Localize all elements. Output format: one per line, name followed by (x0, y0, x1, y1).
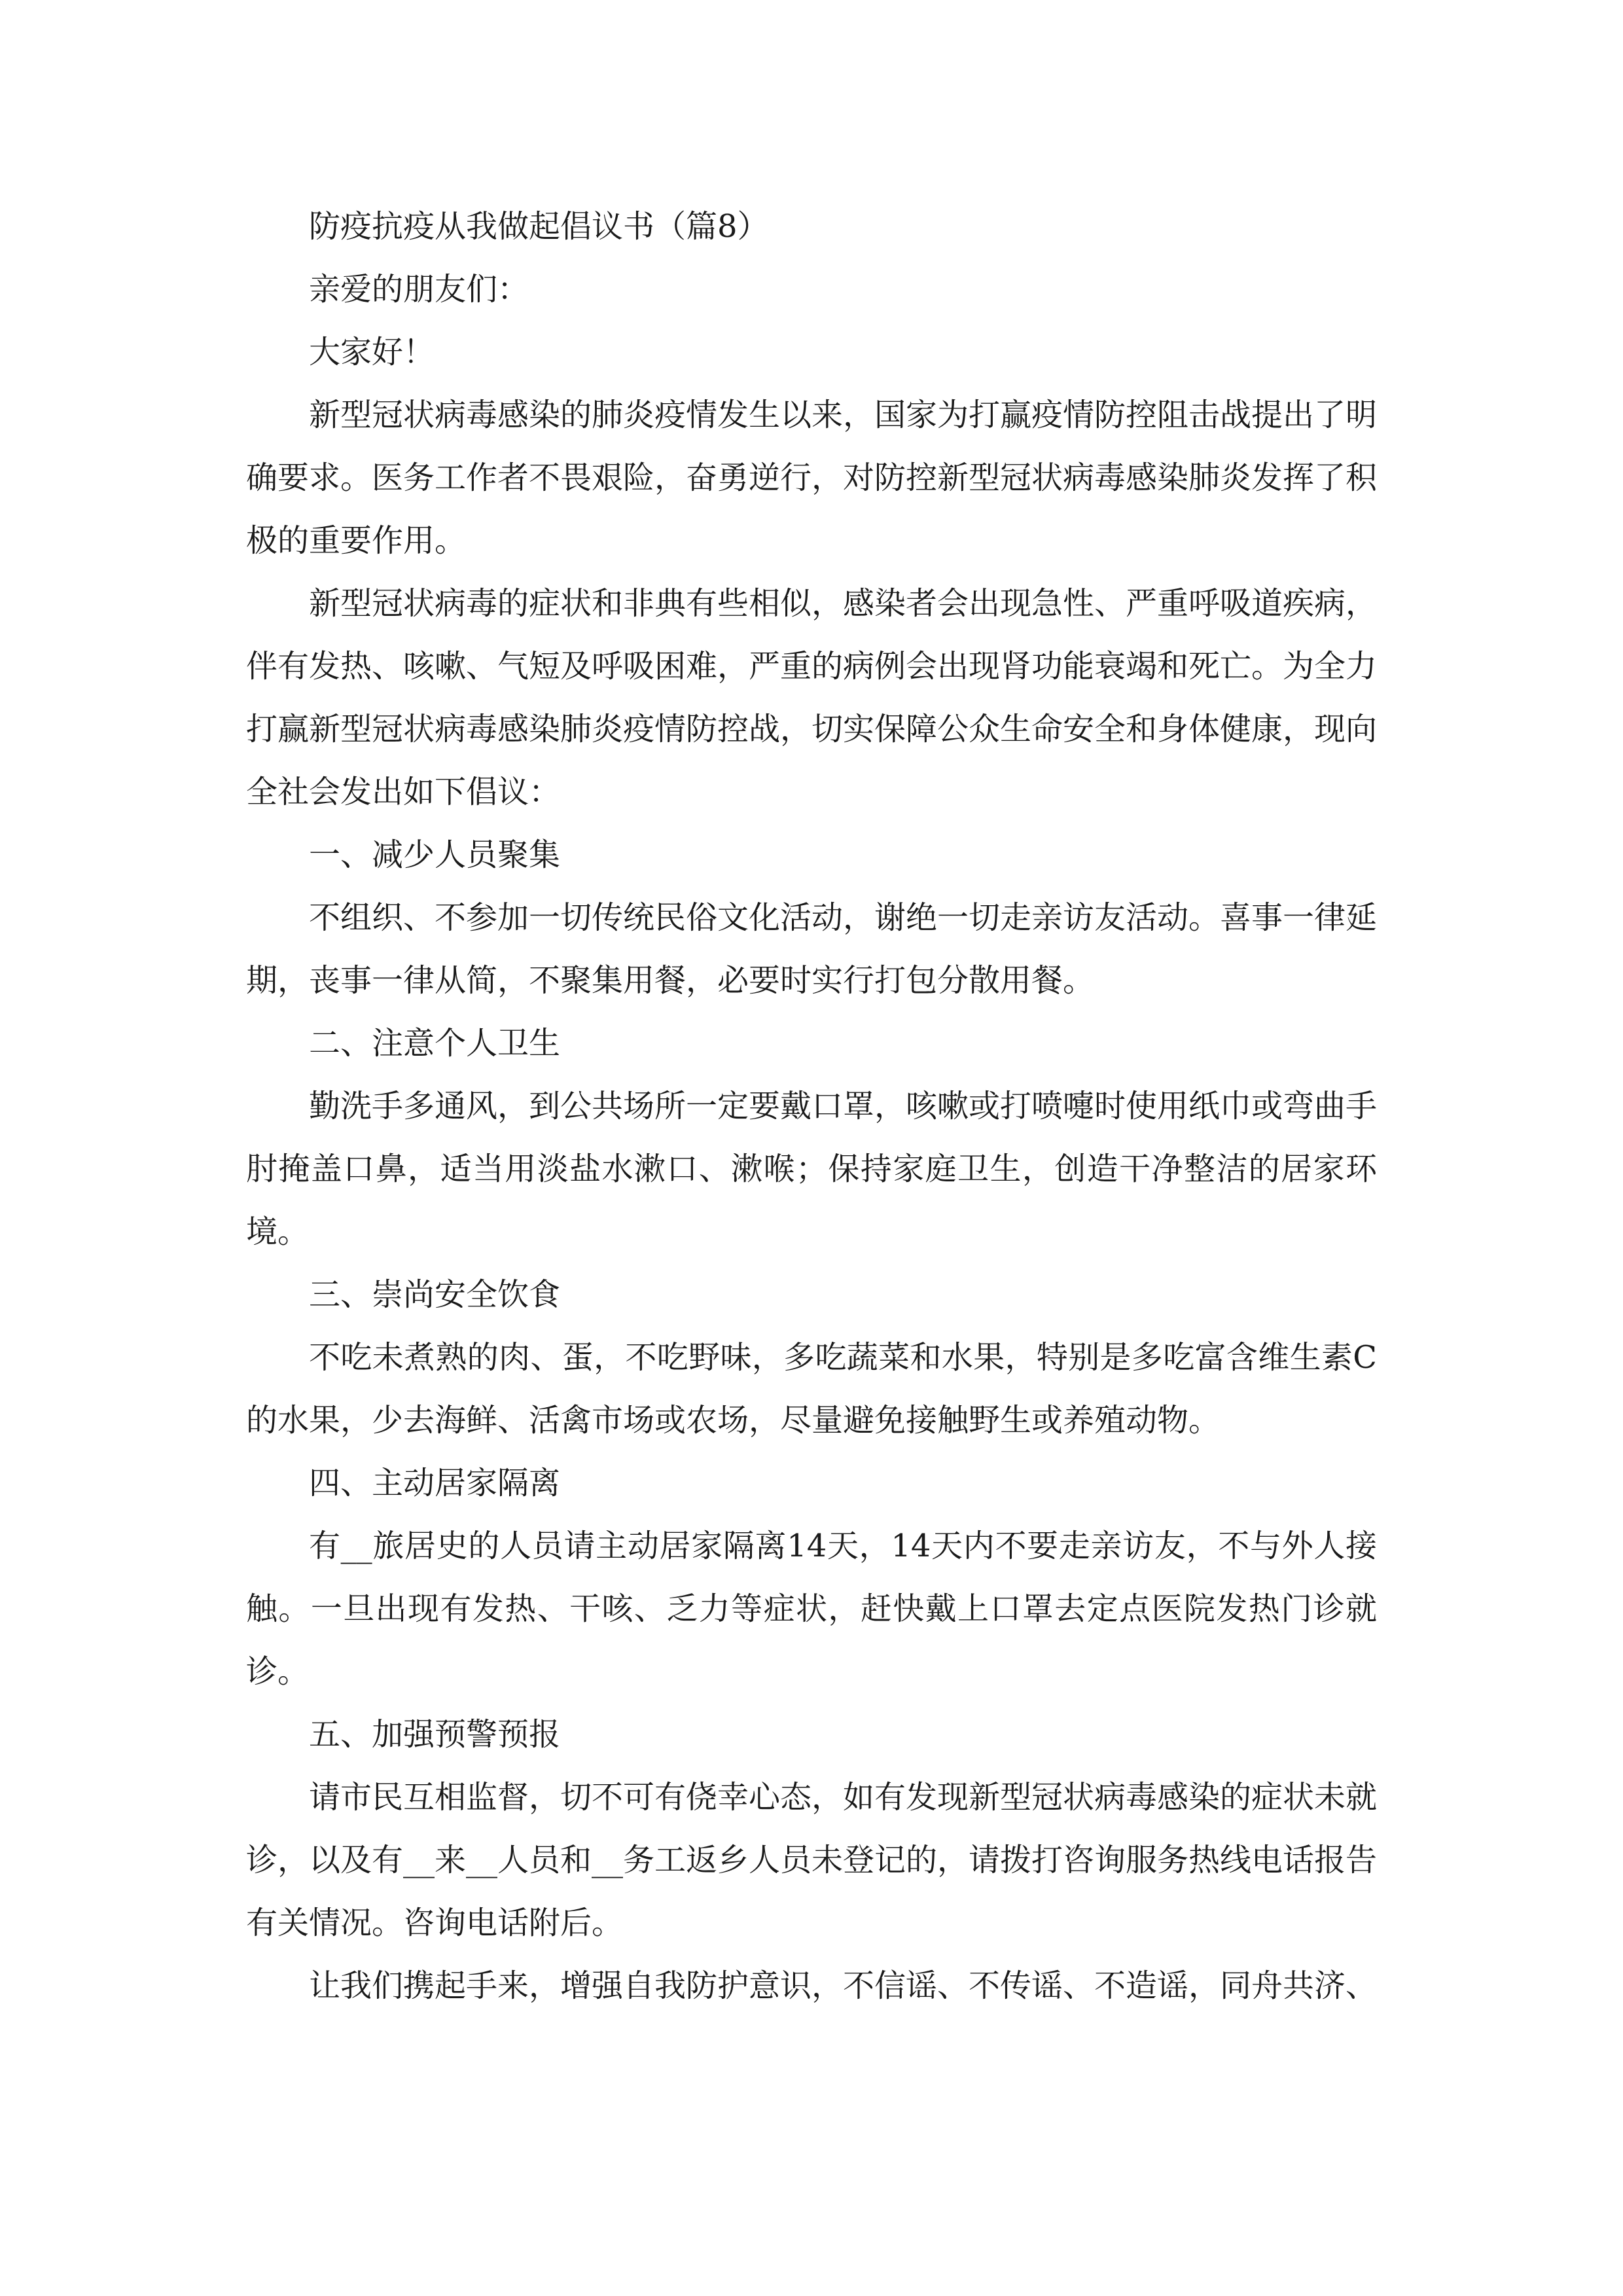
section-heading-1: 一、减少人员聚集 (309, 836, 561, 873)
document-title: 防疫抗疫从我做起倡议书（篇8） (309, 208, 769, 245)
section-body-5: 请市民互相监督，切不可有侥幸心态，如有发现新型冠状病毒感染的症状未就诊，以及有__来__人员和__务工返乡人员未登记的，请拨打咨询服务热线电话报告有关情况。咨询电话附后。 (246, 1779, 1378, 1941)
document-body (246, 195, 1377, 2017)
section-body-2: 勤洗手多通风，到公共场所一定要戴口罩，咳嗽或打喷嚏时使用纸巾或弯曲手肘掩盖口鼻，适当用淡盐水漱口、漱喉；保持家庭卫生，创造干净整洁的居家环境。 (246, 1088, 1378, 1250)
closing-paragraph: 让我们携起手来，增强自我防护意识，不信谣、不传谣、不造谣，同舟共济、 (309, 1967, 1378, 2004)
section-body-3: 不吃未煮熟的肉、蛋，不吃野味，多吃蔬菜和水果，特别是多吃富含维生素C的水果，少去海鲜、活禽市场或农场，尽量避免接触野生或养殖动物。 (246, 1339, 1377, 1439)
intro-paragraph-1: 新型冠状病毒感染的肺炎疫情发生以来，国家为打赢疫情防控阻击战提出了明确要求。医务工作者不畏艰险，奋勇逆行，对防控新型冠状病毒感染肺炎发挥了积极的重要作用。 (246, 397, 1378, 559)
salutation: 亲爱的朋友们： (309, 271, 529, 308)
section-heading-3: 三、崇尚安全饮食 (309, 1276, 561, 1313)
intro-paragraph-2: 新型冠状病毒的症状和非典有些相似，感染者会出现急性、严重呼吸道疾病，伴有发热、咳嗽、气短及呼吸困难，严重的病例会出现肾功能衰竭和死亡。为全力打赢新型冠状病毒感染肺炎疫情防控战，切实保障公众生命安全和身体健康，现向全社会发出如下倡议： (246, 585, 1378, 810)
section-body-1: 不组织、不参加一切传统民俗文化活动，谢绝一切走亲访友活动。喜事一律延期，丧事一律从简，不聚集用餐，必要时实行打包分散用餐。 (246, 899, 1378, 999)
section-body-4: 有__旅居史的人员请主动居家隔离14天，14天内不要走亲访友，不与外人接触。一旦出现有发热、干咳、乏力等症状，赶快戴上口罩去定点医院发热门诊就诊。 (246, 1528, 1377, 1690)
greeting: 大家好！ (309, 334, 435, 370)
section-heading-2: 二、注意个人卫生 (309, 1025, 561, 1062)
section-heading-5: 五、加强预警预报 (309, 1716, 561, 1753)
section-heading-4: 四、主动居家隔离 (309, 1465, 561, 1501)
